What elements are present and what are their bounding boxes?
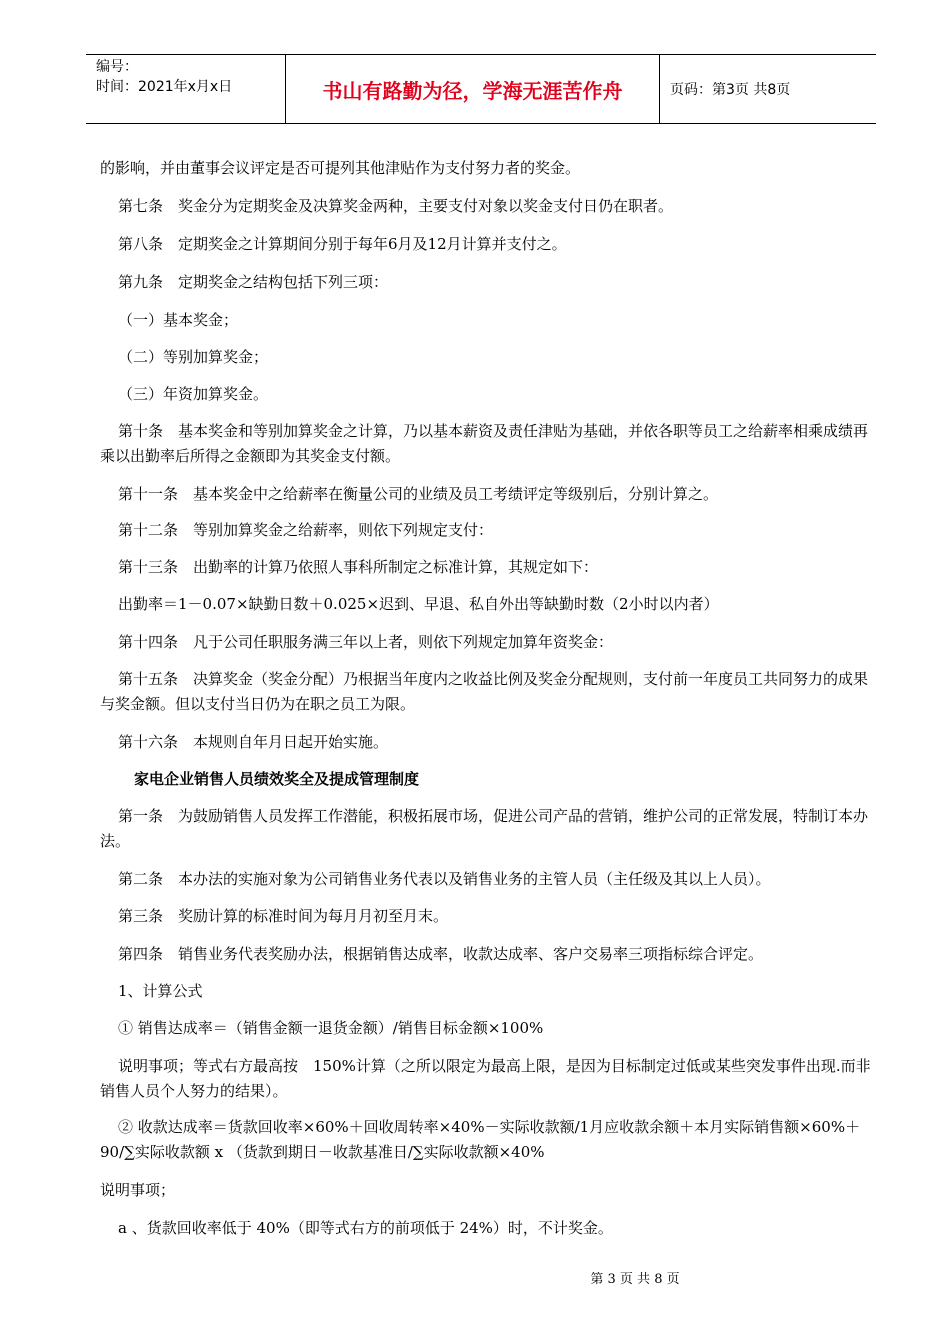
sales-rate-note: 说明事项；等式右方最高按 150%计算（之所以限定为最高上限，是因为目标制定过低或某些突发事件出现.而非销售人员个人努力的结果）。 [100, 1057, 871, 1100]
list-item-seniority-bonus: （三）年资加算奖金。 [118, 385, 269, 403]
article-9: 第九条 定期奖金之结构包括下列三项： [118, 273, 389, 291]
article-16: 第十六条 本规则自年月日起开始实施。 [118, 733, 389, 751]
sales-article-4: 第四条 销售业务代表奖励办法，根据销售达成率，收款达成率、客户交易率三项指标综合评定。 [118, 945, 764, 963]
page-header [86, 54, 876, 124]
formula-heading: 1、计算公式 [118, 982, 203, 1000]
article-15: 第十五条 决算奖金（奖金分配）乃根据当年度内之收益比例及奖金分配规则，支付前一年度员工共同努力的成果与奖金额。但以支付当日仍为在职之员工为限。 [100, 670, 869, 713]
notes-heading: 说明事项； [100, 1181, 176, 1199]
document-number-label: 编号： [96, 59, 138, 75]
list-item-basic-bonus: （一）基本奖金； [118, 311, 239, 329]
attendance-formula: 出勤率＝1－0.07×缺勤日数＋0.025×迟到、早退、私自外出等缺勤时数（2小时以内者） [118, 595, 719, 613]
header-page-number: 页码：第3页 共8页 [670, 82, 791, 98]
article-10: 第十条 基本奖金和等别加算奖金之计算，乃以基本薪资及责任津贴为基础，并依各职等员工之给薪率相乘成绩再乘以出勤率后所得之金额即为其奖金支付额。 [100, 422, 869, 465]
sales-rate-formula: ① 销售达成率＝（销售金额一退货金额）/销售目标金额×100% [118, 1019, 544, 1037]
article-14: 第十四条 凡于公司任职服务满三年以上者，则依下列规定加算年资奖金： [118, 633, 614, 651]
article-13: 第十三条 出勤率的计算乃依照人事科所制定之标准计算，其规定如下： [118, 558, 599, 576]
article-12: 第十二条 等别加算奖金之给薪率，则依下列规定支付： [118, 521, 494, 539]
page-footer: 第 3 页 共 8 页 [590, 1272, 680, 1287]
section-heading: 家电企业销售人员绩效奖全及提成管理制度 [134, 770, 420, 788]
list-item-grade-bonus: （二）等别加算奖金； [118, 348, 269, 366]
document-date-label: 时间：2021年x月x日 [96, 79, 233, 95]
article-11: 第十一条 基本奖金中之给薪率在衡量公司的业绩及员工考绩评定等级别后，分别计算之。 [118, 485, 719, 503]
note-item-a: a 、货款回收率低于 40%（即等式右方的前项低于 24%）时，不计奖金。 [118, 1219, 613, 1237]
sales-article-1: 第一条 为鼓励销售人员发挥工作潜能，积极拓展市场，促进公司产品的营销，维护公司的正常发展，特制订本办法。 [100, 807, 869, 850]
header-motto: 书山有路勤为径，学海无涯苦作舟 [286, 55, 660, 123]
paragraph-continuation: 的影响，并由董事会议评定是否可提列其他津贴作为支付努力者的奖金。 [100, 159, 581, 177]
sales-article-2: 第二条 本办法的实施对象为公司销售业务代表以及销售业务的主管人员（主任级及其以上人员）。 [118, 870, 771, 888]
collection-rate-formula: ② 收款达成率＝货款回收率×60%＋回收周转率×40%－实际收款额/1月应收款余额＋本月实际销售额×60%＋90/∑实际收款额 x （货款到期日－收款基准日/∑实际收款额×40% [100, 1118, 861, 1161]
sales-article-3: 第三条 奖励计算的标准时间为每月月初至月末。 [118, 907, 449, 925]
header-meta [86, 55, 286, 123]
article-7: 第七条 奖金分为定期奖金及决算奖金两种，主要支付对象以奖金支付日仍在职者。 [118, 197, 674, 215]
article-8: 第八条 定期奖金之计算期间分别于每年6月及12月计算并支付之。 [118, 235, 567, 253]
